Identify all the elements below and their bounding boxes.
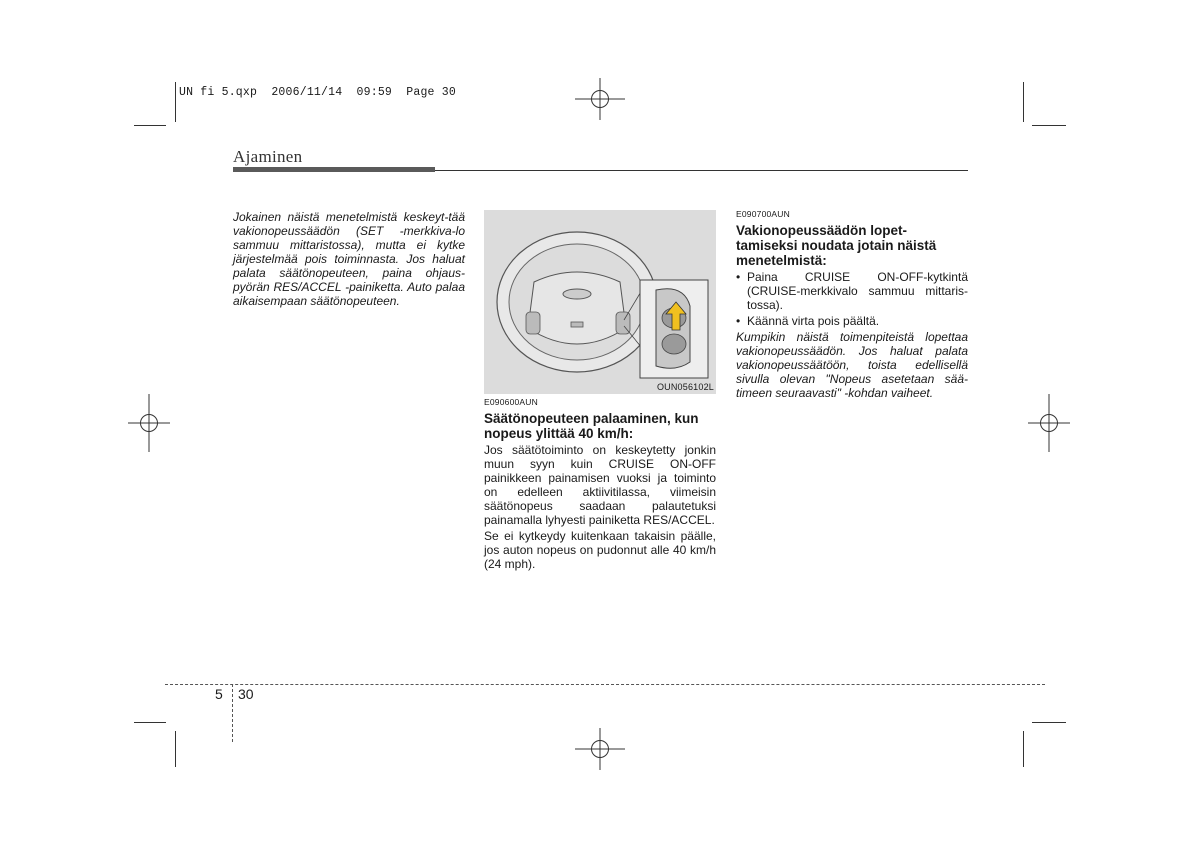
low-speed-paragraph: Se ei kytkeydy kuitenkaan takaisin päälle, jos auton nopeus on pudonnut alle 40 km/h (24 mph). bbox=[484, 529, 716, 571]
section-title-bar bbox=[233, 167, 435, 172]
steering-wheel-illustration bbox=[484, 210, 716, 394]
resume-speed-paragraph: Jos säätötoiminto on keskeytetty jonkin muun syyn kuin CRUISE ON-OFF painikkeen painamisen vuoksi ja toiminto on edelleen aktiivitilassa, viimeisin säätönopeus saadaan palautetuksi painamalla lyhyesti painiketta RES/ACCEL. bbox=[484, 443, 716, 527]
crop-mark-top-right-v bbox=[1023, 82, 1024, 122]
registration-mark-bottom-icon bbox=[571, 726, 629, 772]
registration-mark-left-icon bbox=[126, 392, 172, 454]
intro-paragraph: Jokainen näistä menetelmistä keskeyt-tää vakionopeussäädön (SET -merkkiva-lo sammuu mittaristossa), mutta ei kytke järjestelmää pois toiminnasta. Jos haluat palata säätönopeuteen, paina ohjaus-pyörän RES/ACCEL -painiketta. Auto palaa aikaisempaan säätönopeuteen. bbox=[233, 210, 465, 308]
cancel-note-paragraph: Kumpikin näistä toimenpiteistä lopettaa vakionopeussäädön. Jos haluat palata vakionopeussäätöön, toista edellisellä sivulla olevan "Nopeus asetetaan sää-timeen seuraavasti" -kohdan vaiheet. bbox=[736, 330, 968, 400]
registration-mark-top-icon bbox=[571, 76, 629, 122]
print-slug: UN fi 5.qxp 2006/11/14 09:59 Page 30 bbox=[179, 86, 456, 99]
crop-mark-bottom-right-h bbox=[1032, 722, 1066, 723]
crop-mark-bottom-left-h bbox=[134, 722, 166, 723]
column-left bbox=[233, 210, 465, 308]
column-middle bbox=[484, 397, 716, 571]
section-code: E090700AUN bbox=[736, 209, 790, 219]
section-title: Ajaminen bbox=[233, 147, 303, 166]
cancel-cruise-list bbox=[736, 270, 968, 328]
crop-mark-bottom-right-v bbox=[1023, 731, 1024, 767]
chapter-number: 5 bbox=[215, 686, 223, 702]
crop-mark-bottom-left-v bbox=[175, 731, 176, 767]
footer-dashed-divider bbox=[232, 684, 233, 742]
crop-mark-top-left-h bbox=[134, 125, 166, 126]
list-item: • Käännä virta pois päältä. bbox=[736, 314, 968, 328]
crop-mark-top-right-h bbox=[1032, 125, 1066, 126]
section-title-rule bbox=[435, 170, 968, 171]
footer-dashed-rule bbox=[165, 684, 1045, 685]
section-code: E090600AUN bbox=[484, 397, 538, 407]
registration-mark-right-icon bbox=[1026, 392, 1072, 454]
column-right bbox=[736, 209, 968, 400]
page-number: 30 bbox=[238, 686, 254, 702]
cancel-cruise-heading: Vakionopeussäädön lopet-tamiseksi noudata jotain näistä menetelmistä: bbox=[736, 223, 937, 268]
steering-wheel-figure bbox=[484, 210, 716, 394]
resume-speed-heading: Säätönopeuteen palaaminen, kun nopeus ylittää 40 km/h: bbox=[484, 411, 699, 441]
figure-caption: OUN056102L bbox=[656, 382, 714, 392]
crop-mark-top-left-v bbox=[175, 82, 176, 122]
list-item: • Paina CRUISE ON-OFF-kytkintä (CRUISE-merkkivalo sammuu mittaris-tossa). bbox=[736, 270, 968, 312]
